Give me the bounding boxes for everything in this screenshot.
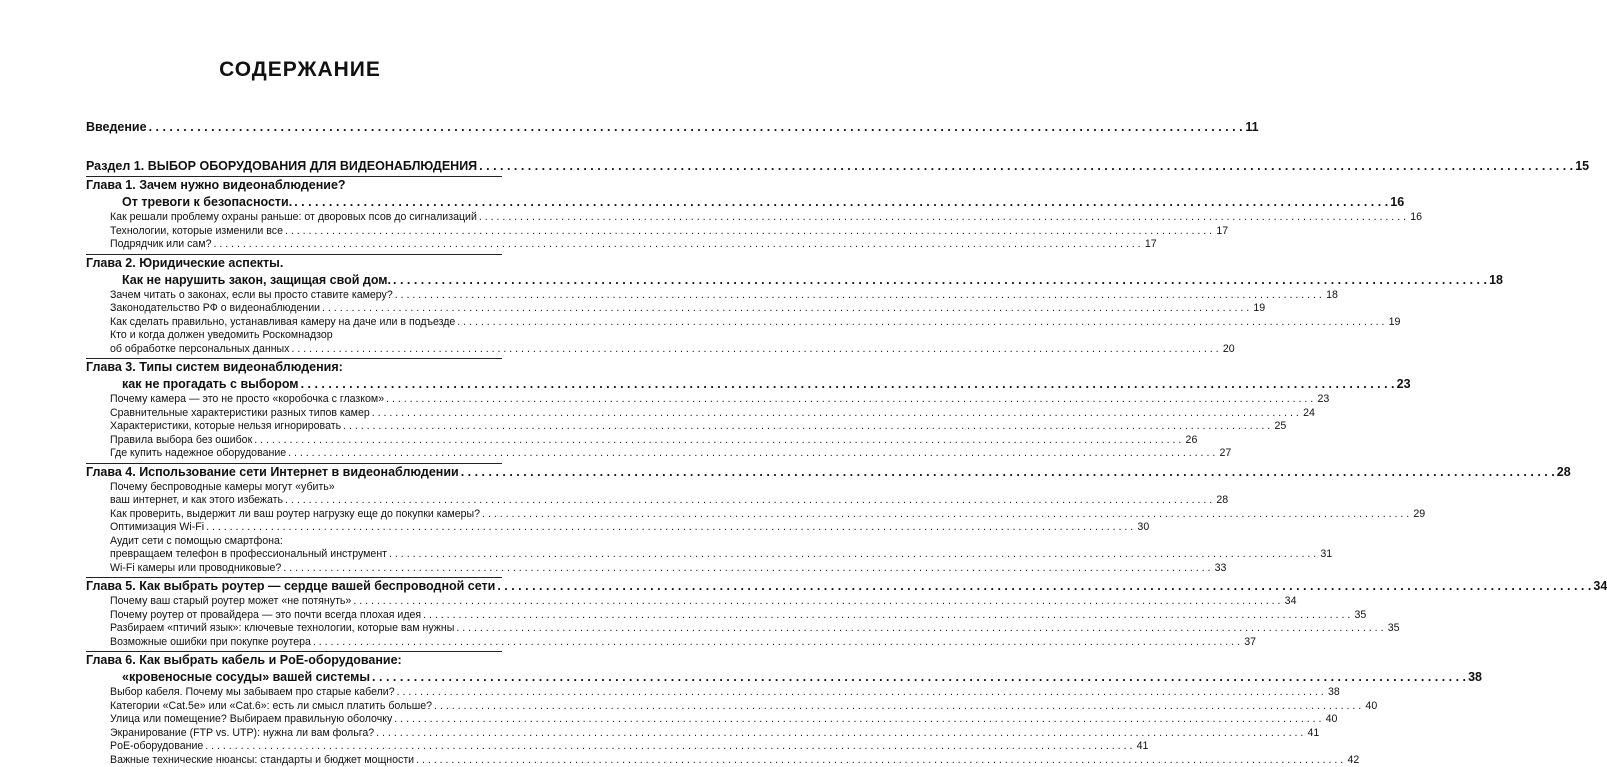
dot-leader [416,754,1343,767]
toc-item-continued[interactable]: ваш интернет, и как этого избежать . . . 28 [86,494,502,508]
toc-item[interactable]: Важные технические нюансы: стандарты и бюджет мощности . . . 42 [86,754,502,767]
toc-item[interactable]: Улица или помещение? Выбираем правильную оболочку . . . 40 [86,713,502,727]
toc-item[interactable]: Экранирование (FTP vs. UTP): нужна ли вам фольга? . . . 41 [86,727,502,741]
toc-item[interactable]: Почему камера — это не просто «коробочка с глазком» . . . 23 [86,393,502,407]
toc-chapter-5-title[interactable]: Глава 5. Как выбрать роутер — сердце вашей беспроводной сети . . . 34 [86,578,502,595]
toc-item-continued[interactable]: об обработке персональных данных . . . 20 [86,343,502,357]
toc-page [0,0,600,750]
toc-item[interactable]: Зачем читать о законах, если вы просто ставите камеру? . . . 18 [86,289,502,303]
toc-item[interactable]: Как проверить, выдержит ли ваш роутер нагрузку еще до покупки камеры? . . . 29 [86,508,502,522]
toc-item[interactable]: Как сделать правильно, устанавливая камеру на даче или в подъезде . . . 19 [86,316,502,330]
toc-item[interactable]: Сравнительные характеристики разных типов камер . . . 24 [86,407,502,421]
dot-leader [456,622,1383,636]
dot-leader [395,289,1322,303]
toc-chapter-6-subtitle[interactable]: «кровеносные сосуды» вашей системы . . . 38 [86,669,502,686]
toc-item[interactable]: Технологии, которые изменили все . . . 17 [86,225,502,239]
toc-item[interactable]: Характеристики, которые нельзя игнорировать . . . 25 [86,420,502,434]
dot-leader [213,238,1140,252]
dot-leader [434,700,1361,714]
toc-item[interactable]: Разбираем «птичий язык»: ключевые технологии, которые вам нужны . . . 35 [86,622,502,636]
dot-leader [482,508,1409,522]
dot-leader [285,494,1212,508]
dot-leader [423,609,1350,623]
toc-chapter-3-subtitle[interactable]: как не прогадать с выбором . . . 23 [86,376,502,393]
toc-chapter-3-title[interactable]: Глава 3. Типы систем видеонаблюдения: [86,359,502,376]
toc-chapter-4-title[interactable]: Глава 4. Использование сети Интернет в видеонаблюдении . . . 28 [86,464,502,481]
dot-leader [322,302,1249,316]
dot-leader [254,434,1181,448]
page-title: СОДЕРЖАНИЕ [0,58,600,82]
toc-item-continued[interactable]: превращаем телефон в профессиональный инструмент . . . 31 [86,548,502,562]
dot-leader [376,727,1303,741]
dot-leader [497,578,1591,595]
toc-item[interactable]: Кто и когда должен уведомить Роскомнадзор [86,329,502,343]
dot-leader [288,447,1215,461]
toc-item[interactable]: Аудит сети с помощью смартфона: [86,535,502,549]
toc-item[interactable]: Почему ваш старый роутер может «не потянуть» . . . 34 [86,595,502,609]
dot-leader [301,376,1395,393]
toc-item[interactable]: Правила выбора без ошибок . . . 26 [86,434,502,448]
toc-chapter-2-subtitle[interactable]: Как не нарушить закон, защищая свой дом. . . . 18 [86,272,502,289]
dot-leader [461,464,1555,481]
table-of-contents [86,117,502,767]
toc-item[interactable]: Возможные ошибки при покупке роутера . . . 37 [86,636,502,650]
dot-leader [479,156,1573,176]
toc-item[interactable]: Где купить надежное оборудование . . . 27 [86,447,502,461]
toc-intro[interactable]: Введение . . . 11 [86,117,502,137]
toc-item[interactable]: Как решали проблему охраны раньше: от дворовых псов до сигнализаций . . . 16 [86,211,502,225]
dot-leader [205,740,1132,754]
dot-leader [397,686,1324,700]
toc-item[interactable]: Законодательство РФ о видеонаблюдении . . . 19 [86,302,502,316]
dot-leader [389,548,1316,562]
dot-leader [313,636,1240,650]
dot-leader [283,562,1210,576]
toc-item[interactable]: Wi-Fi камеры или проводниковые? . . . 33 [86,562,502,576]
dot-leader [294,194,1388,211]
toc-item[interactable]: Категории «Cat.5e» или «Cat.6»: есть ли смысл платить больше? . . . 40 [86,700,502,714]
dot-leader [479,211,1406,225]
dot-leader [457,316,1384,330]
toc-chapter-1-title[interactable]: Глава 1. Зачем нужно видеонаблюдение? [86,177,502,194]
toc-chapter-6-title[interactable]: Глава 6. Как выбрать кабель и PoE-оборудование: [86,652,502,669]
toc-chapter-1-subtitle[interactable]: От тревоги к безопасности. . . . 16 [86,194,502,211]
toc-item[interactable]: PoE-оборудование . . . 41 [86,740,502,754]
dot-leader [343,420,1270,434]
toc-item[interactable]: Подрядчик или сам? . . . 17 [86,238,502,252]
dot-leader [291,343,1218,357]
dot-leader [206,521,1133,535]
toc-item[interactable]: Оптимизация Wi-Fi . . . 30 [86,521,502,535]
dot-leader [393,272,1487,289]
dot-leader [372,407,1299,421]
toc-item[interactable]: Выбор кабеля. Почему мы забываем про старые кабели? . . . 38 [86,686,502,700]
dot-leader [386,393,1313,407]
dot-leader [394,713,1321,727]
toc-item[interactable]: Почему роутер от провайдера — это почти всегда плохая идея . . . 35 [86,609,502,623]
dot-leader [353,595,1280,609]
dot-leader [285,225,1212,239]
toc-part-1[interactable]: Раздел 1. ВЫБОР ОБОРУДОВАНИЯ ДЛЯ ВИДЕОНАБЛЮДЕНИЯ . . . 15 [86,156,502,176]
dot-leader [372,669,1466,686]
dot-leader [149,117,1243,137]
toc-item[interactable]: Почему беспроводные камеры могут «убить» [86,481,502,495]
toc-chapter-2-title[interactable]: Глава 2. Юридические аспекты. [86,255,502,272]
